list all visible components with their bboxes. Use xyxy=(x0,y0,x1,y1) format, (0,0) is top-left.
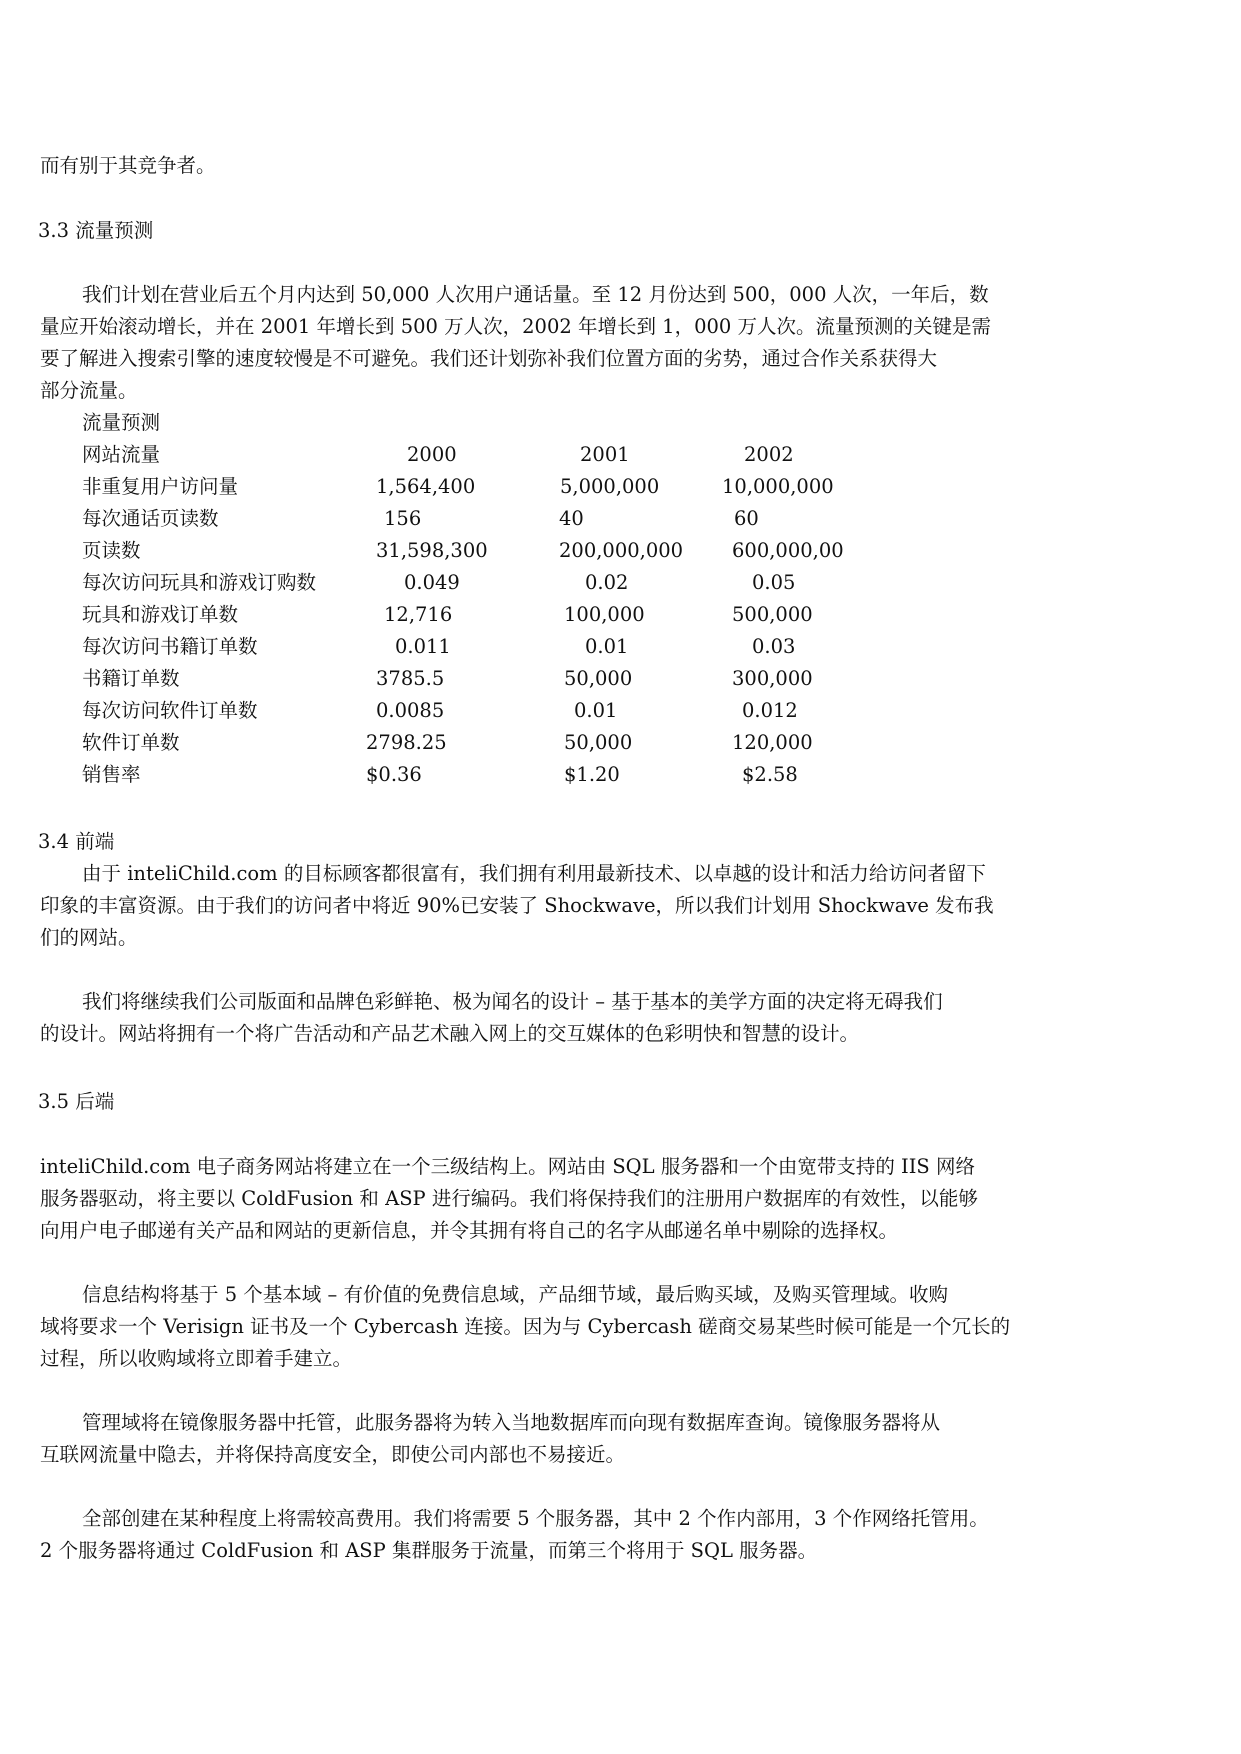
table-cell: $2.58 xyxy=(742,763,798,786)
table-cell: 1,564,400 xyxy=(376,475,476,498)
table-cell: 0.011 xyxy=(395,635,451,658)
table-cell: $0.36 xyxy=(366,763,422,786)
table-cell: 0.049 xyxy=(404,571,460,594)
table-cell: 0.05 xyxy=(752,571,796,594)
table-cell: 120,000 xyxy=(732,731,813,754)
paragraph-line: 全部创建在某种程度上将需较高费用。我们将需要 5 个服务器，其中 2 个作内部用，3 个作网络托管用。 xyxy=(82,1507,989,1530)
paragraph-line: 过程，所以收购域将立即着手建立。 xyxy=(40,1347,353,1370)
paragraph-line: 我们将继续我们公司版面和品牌色彩鲜艳、极为闻名的设计 – 基于基本的美学方面的决定将无碍我们 xyxy=(82,990,943,1013)
table-cell: 每次通话页读数 xyxy=(82,507,219,530)
table-cell: 0.01 xyxy=(585,635,629,658)
table-cell: 玩具和游戏订单数 xyxy=(82,603,239,626)
paragraph-line: 由于 inteliChild.com 的目标顾客都很富有，我们拥有利用最新技术、以卓越的设计和活力给访问者留下 xyxy=(82,862,986,885)
table-cell: 0.01 xyxy=(574,699,618,722)
header-cell: 网站流量 xyxy=(82,443,161,466)
table-cell: 2798.25 xyxy=(366,731,447,754)
header-cell: 2002 xyxy=(744,443,794,466)
paragraph-line: 们的网站。 xyxy=(40,926,138,949)
section-heading-3-3: 3.3 流量预测 xyxy=(38,219,154,242)
table-cell: 60 xyxy=(734,507,759,530)
table-cell: 销售率 xyxy=(82,763,141,786)
table-cell: 200,000,000 xyxy=(559,539,684,562)
paragraph-line: 互联网流量中隐去，并将保持高度安全，即使公司内部也不易接近。 xyxy=(40,1443,626,1466)
header-cell: 2001 xyxy=(580,443,630,466)
table-cell: 软件订单数 xyxy=(82,731,180,754)
table-cell: 12,716 xyxy=(384,603,453,626)
table-cell: 300,000 xyxy=(732,667,813,690)
table-cell: 0.012 xyxy=(742,699,798,722)
paragraph-line: 的设计。网站将拥有一个将广告活动和产品艺术融入网上的交互媒体的色彩明快和智慧的设计。 xyxy=(40,1022,860,1045)
table-cell: 非重复用户访问量 xyxy=(82,475,239,498)
table-cell: 0.0085 xyxy=(376,699,445,722)
paragraph-line: 管理域将在镜像服务器中托管，此服务器将为转入当地数据库而向现有数据库查询。镜像服务器将从 xyxy=(82,1411,941,1434)
table-cell: 0.03 xyxy=(752,635,796,658)
paragraph-line: 域将要求一个 Verisign 证书及一个 Cybercash 连接。因为与 Cybercash 磋商交易某些时候可能是一个冗长的 xyxy=(40,1315,1011,1338)
section-heading-3-5: 3.5 后端 xyxy=(38,1090,115,1113)
header-cell: 2000 xyxy=(407,443,457,466)
table-cell: 600,000,00 xyxy=(732,539,844,562)
paragraph-line: 服务器驱动，将主要以 ColdFusion 和 ASP 进行编码。我们将保持我们的注册用户数据库的有效性，以能够 xyxy=(40,1187,978,1210)
paragraph-line: inteliChild.com 电子商务网站将建立在一个三级结构上。网站由 SQL 服务器和一个由宽带支持的 IIS 网络 xyxy=(40,1155,975,1178)
paragraph-line: 印象的丰富资源。由于我们的访问者中将近 90%已安装了 Shockwave，所以我们计划用 Shockwave 发布我 xyxy=(40,894,994,917)
paragraph-line: 量应开始滚动增长，并在 2001 年增长到 500 万人次，2002 年增长到 1，000 万人次。流量预测的关键是需 xyxy=(40,315,991,338)
table-cell: 每次访问玩具和游戏订购数 xyxy=(82,571,317,594)
paragraph-line: 我们计划在营业后五个月内达到 50,000 人次用户通话量。至 12 月份达到 500，000 人次，一年后，数 xyxy=(82,283,989,306)
table-cell: $1.20 xyxy=(564,763,620,786)
table-cell: 3785.5 xyxy=(376,667,445,690)
table-cell: 每次访问软件订单数 xyxy=(82,699,258,722)
table-cell: 31,598,300 xyxy=(376,539,488,562)
table-cell: 0.02 xyxy=(585,571,629,594)
paragraph-line: 2 个服务器将通过 ColdFusion 和 ASP 集群服务于流量，而第三个将用于 SQL 服务器。 xyxy=(40,1539,818,1562)
paragraph-line: 向用户电子邮递有关产品和网站的更新信息，并令其拥有将自己的名字从邮递名单中剔除的选择权。 xyxy=(40,1219,899,1242)
table-cell: 书籍订单数 xyxy=(82,667,180,690)
table-cell: 每次访问书籍订单数 xyxy=(82,635,258,658)
paragraph-line: 而有别于其竞争者。 xyxy=(40,154,216,177)
table-cell: 10,000,000 xyxy=(722,475,834,498)
paragraph-line: 部分流量。 xyxy=(40,379,138,402)
table-cell: 100,000 xyxy=(564,603,645,626)
table-cell: 5,000,000 xyxy=(560,475,660,498)
section-heading-3-4: 3.4 前端 xyxy=(38,830,115,853)
table-cell: 40 xyxy=(559,507,584,530)
table-title: 流量预测 xyxy=(82,411,161,434)
table-cell: 页读数 xyxy=(82,539,141,562)
table-cell: 500,000 xyxy=(732,603,813,626)
table-cell: 156 xyxy=(384,507,422,530)
table-cell: 50,000 xyxy=(564,667,633,690)
paragraph-line: 要了解进入搜索引擎的速度较慢是不可避免。我们还计划弥补我们位置方面的劣势，通过合作关系获得大 xyxy=(40,347,938,370)
table-cell: 50,000 xyxy=(564,731,633,754)
paragraph-line: 信息结构将基于 5 个基本域 – 有价值的免费信息域，产品细节域，最后购买域，及购买管理域。收购 xyxy=(82,1283,948,1306)
